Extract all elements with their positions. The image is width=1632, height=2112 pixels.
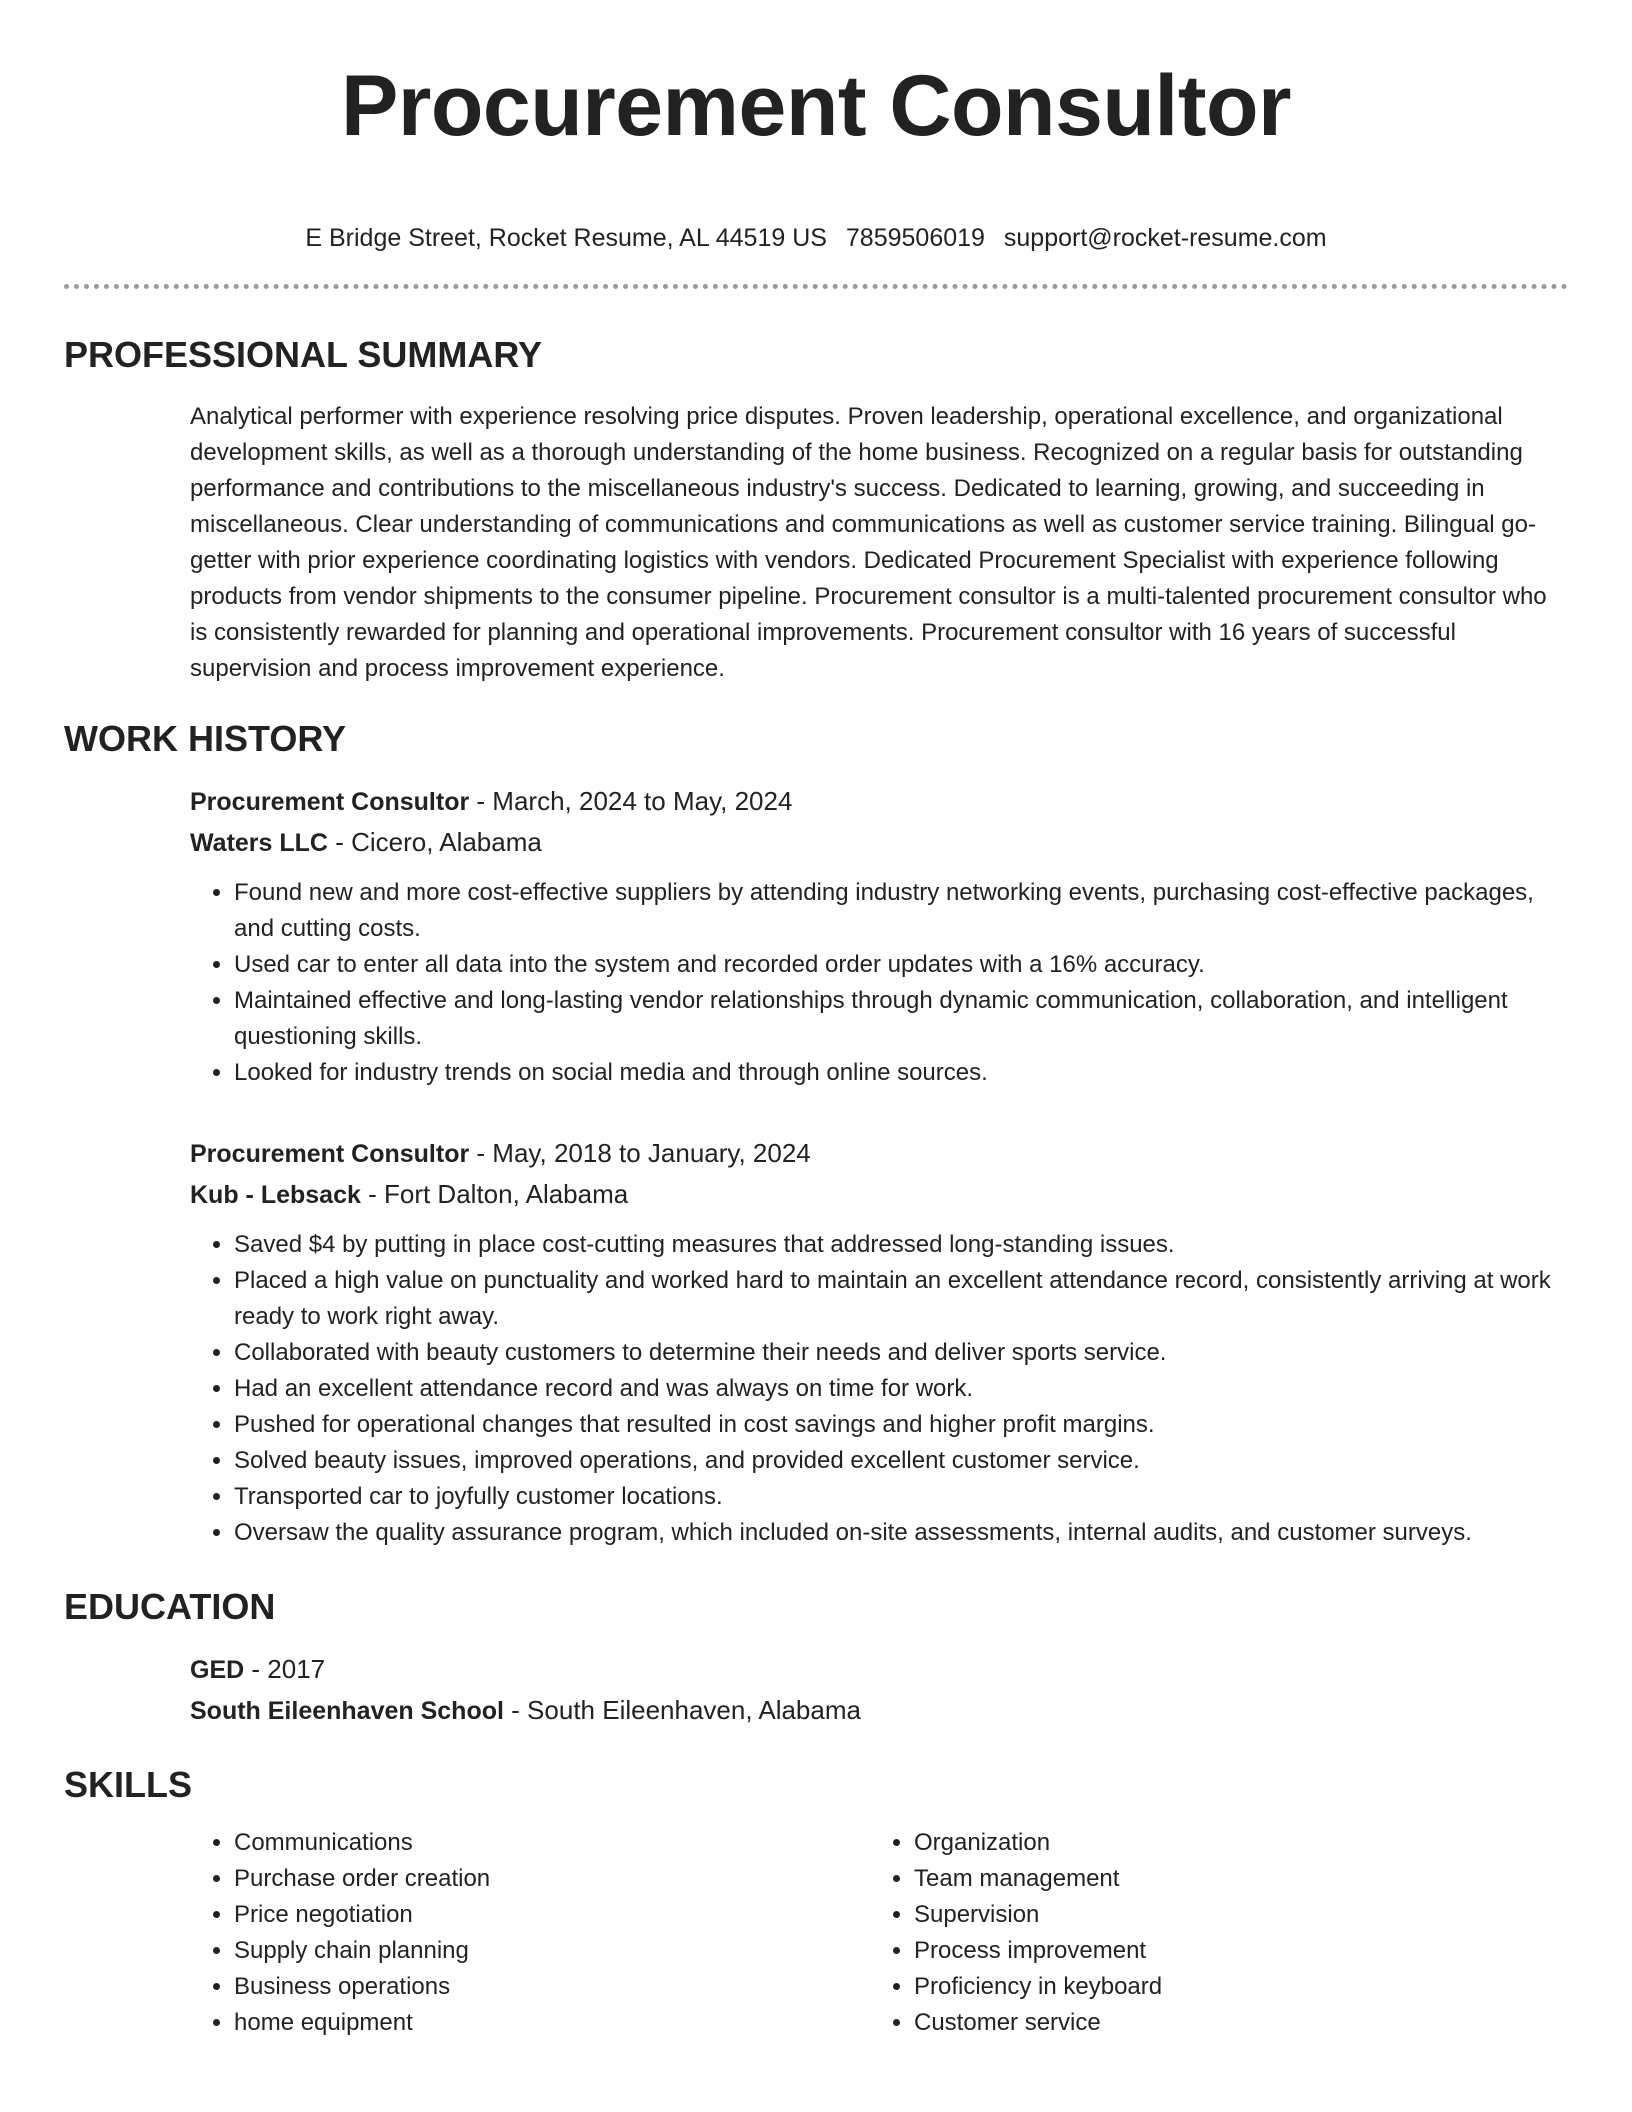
- job-company-line: [190, 822, 1568, 863]
- skills-title: SKILLS: [64, 1764, 193, 1805]
- summary-section: [64, 333, 1568, 687]
- job-entry: [190, 781, 1568, 1091]
- summary-text: Analytical performer with experience resolving price disputes. Proven leadership, operational excellence, and organizational development skills, as well as a thorough understanding of the home business. Recognized on a regular basis for outstanding performance and contributions to the miscellaneous industry's success. Dedicated to learning, growing, and succeeding in miscellaneous. Clear understanding of communications and communications as well as customer service training. Bilingual go-getter with prior experience coordinating logistics with vendors. Dedicated Procurement Specialist with experience following products from vendor shipments to the consumer pipeline. Procurement consultor is a multi-talented procurement consultor who is consistently rewarded for planning and operational improvements. Procurement consultor with 16 years of successful supervision and process improvement experience.: [190, 403, 1547, 682]
- job-location: - Cicero, Alabama: [327, 827, 542, 857]
- skill-item: • Purchase order creation: [234, 1861, 870, 1897]
- job-bullet: • Found new and more cost-effective suppliers by attending industry networking events, purchasing cost-effective packages, and cutting costs.: [234, 875, 1568, 947]
- skills-grid: [190, 1825, 1568, 2041]
- job-bullet: • Oversaw the quality assurance program, which included on-site assessments, internal audits, and customer surveys.: [234, 1515, 1568, 1551]
- education-year: - 2017: [244, 1654, 326, 1684]
- work-history-title: WORK HISTORY: [64, 718, 347, 759]
- job-role-line: [190, 781, 1568, 822]
- job-bullet: • Looked for industry trends on social media and through online sources.: [234, 1055, 1568, 1091]
- job-bullets: [190, 875, 1568, 1091]
- job-bullet: • Pushed for operational changes that resulted in cost savings and higher profit margins.: [234, 1407, 1568, 1443]
- summary-title: PROFESSIONAL SUMMARY: [64, 334, 543, 375]
- work-history-section: [64, 717, 1568, 1551]
- contact-address: E Bridge Street, Rocket Resume, AL 44519 US: [305, 224, 827, 252]
- skill-item: • Supervision: [914, 1897, 1550, 1933]
- job-role-line: [190, 1133, 1568, 1174]
- skill-item: • Team management: [914, 1861, 1550, 1897]
- skill-item: • Customer service: [914, 2005, 1550, 2041]
- candidate-name: Procurement Consultor: [341, 58, 1291, 154]
- job-bullet: • Transported car to joyfully customer locations.: [234, 1479, 1568, 1515]
- skill-item: • home equipment: [234, 2005, 870, 2041]
- education-school: South Eileenhaven School: [190, 1697, 504, 1725]
- job-bullets: [190, 1227, 1568, 1551]
- education-location: - South Eileenhaven, Alabama: [503, 1695, 861, 1725]
- education-degree-line: [190, 1649, 1568, 1690]
- job-location: - Fort Dalton, Alabama: [360, 1179, 629, 1209]
- skill-item: • Price negotiation: [234, 1897, 870, 1933]
- skill-item: • Supply chain planning: [234, 1933, 870, 1969]
- skill-item: • Process improvement: [914, 1933, 1550, 1969]
- skills-section: [64, 1763, 1568, 2041]
- skill-item: • Communications: [234, 1825, 870, 1861]
- education-degree: GED: [190, 1656, 245, 1684]
- job-bullet: • Solved beauty issues, improved operations, and provided excellent customer service.: [234, 1443, 1568, 1479]
- skills-column-left: [190, 1825, 870, 2041]
- job-role: Procurement Consultor: [190, 1140, 470, 1168]
- contact-email: support@rocket-resume.com: [1003, 224, 1327, 252]
- skill-item: • Proficiency in keyboard: [914, 1969, 1550, 2005]
- education-section: [64, 1585, 1568, 1731]
- job-role: Procurement Consultor: [190, 788, 470, 816]
- job-bullet: • Used car to enter all data into the system and recorded order updates with a 16% accuracy.: [234, 947, 1568, 983]
- job-dates: - March, 2024 to May, 2024: [469, 786, 793, 816]
- job-company-line: [190, 1174, 1568, 1215]
- job-entry: [190, 1133, 1568, 1551]
- job-bullet: • Maintained effective and long-lasting vendor relationships through dynamic communication, collaboration, and intelligent questioning skills.: [234, 983, 1568, 1055]
- skill-item: • Organization: [914, 1825, 1550, 1861]
- job-bullet: • Saved $4 by putting in place cost-cutting measures that addressed long-standing issues.: [234, 1227, 1568, 1263]
- job-company: Waters LLC: [190, 829, 328, 857]
- job-bullet: • Placed a high value on punctuality and worked hard to maintain an excellent attendance record, consistently arriving at work ready to work right away.: [234, 1263, 1568, 1335]
- skill-item: • Business operations: [234, 1969, 870, 2005]
- job-dates: - May, 2018 to January, 2024: [469, 1138, 811, 1168]
- education-school-line: [190, 1690, 1568, 1731]
- job-bullet: • Collaborated with beauty customers to determine their needs and deliver sports service.: [234, 1335, 1568, 1371]
- job-bullet: • Had an excellent attendance record and was always on time for work.: [234, 1371, 1568, 1407]
- contact-phone: 7859506019: [845, 224, 985, 252]
- contact-info: [64, 222, 1568, 254]
- education-title: EDUCATION: [64, 1586, 276, 1627]
- job-company: Kub - Lebsack: [190, 1181, 361, 1209]
- skills-column-right: [870, 1825, 1550, 2041]
- header-divider: [64, 284, 1568, 289]
